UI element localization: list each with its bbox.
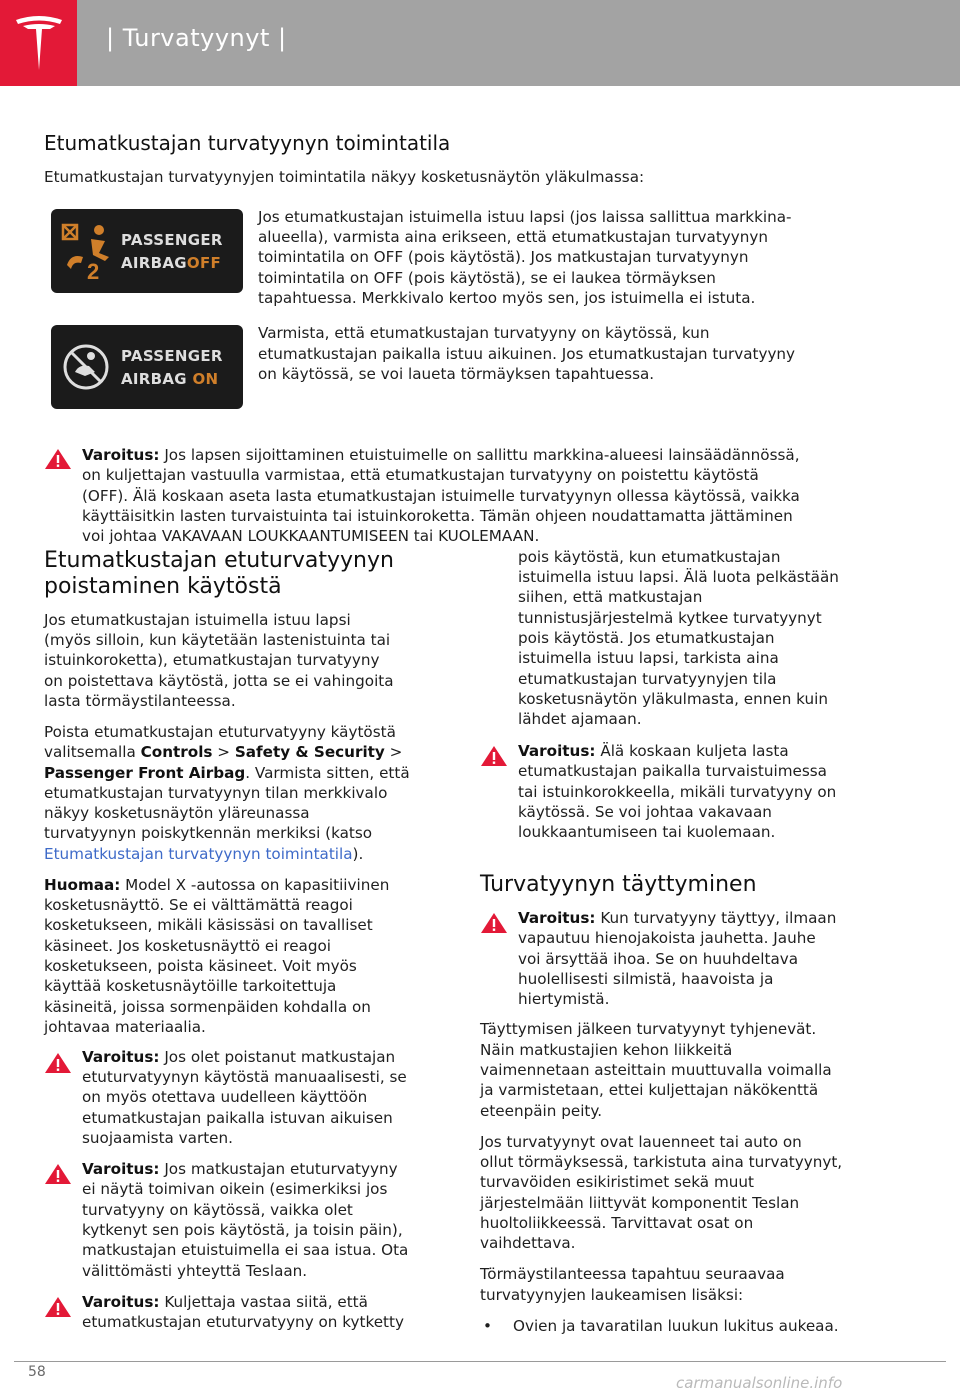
left-p2-text: valitsemalla: [44, 743, 141, 761]
section1-heading: Etumatkustajan turvatyynyn toimintatila: [44, 131, 451, 155]
left-p2-line: näkyy kosketusnäytön yläreunassa: [44, 804, 310, 822]
on-text-line: Varmista, että etumatkustajan turvatyyny on käytössä, kun: [258, 324, 710, 342]
left-p2-line: Poista etumatkustajan etuturvatyyny käytöstä: [44, 723, 396, 741]
right-p2-line: järjestelmään liittyvät komponentit Teslan: [480, 1194, 800, 1212]
menu-separator: >: [384, 743, 403, 761]
warning-text: suojaamista varten.: [82, 1129, 233, 1147]
warning-text: välittömästi yhteyttä Teslaan.: [82, 1262, 308, 1280]
left-p2-line: etumatkustajan turvatyynyn tilan merkkivalo: [44, 784, 388, 802]
off-text-line: tapahtuessa. Merkkivalo kertoo myös sen, jos istuimella ei istuta.: [258, 289, 756, 307]
right-cont-line: siihen, että matkustajan: [518, 588, 703, 606]
left-p2-text: ).: [352, 845, 364, 863]
right-p2-line: turvavöiden esikiristimet sekä muut: [480, 1173, 754, 1191]
right-cont-line: kosketusnäytön yläkulmasta, ennen kuin: [518, 690, 828, 708]
right-p2-line: Jos turvatyynyt ovat lauenneet tai auto on: [480, 1133, 802, 1151]
warning-icon: [480, 745, 508, 767]
right-p2-line: ollut törmäyksessä, tarkistuta aina turvatyynyt,: [480, 1153, 843, 1171]
warning-label: Varoitus:: [82, 1160, 160, 1178]
off-text-line: Jos etumatkustajan istuimella istuu lapsi (jos laissa sallittua markkina-: [258, 208, 792, 226]
left-p1-line: Jos etumatkustajan istuimella istuu lapsi: [44, 611, 351, 629]
warning-text: loukkaantumiseen tai kuolemaan.: [518, 823, 776, 841]
warning-text: Älä koskaan kuljeta lasta: [595, 742, 789, 760]
right-p1-line: ja varmistetaan, ettei kuljettajan näkökenttä: [480, 1081, 819, 1099]
badge-off-line1: PASSENGER: [121, 231, 223, 249]
warning-text: etumatkustajan etuturvatyyny on kytketty: [82, 1313, 404, 1331]
right-cont-line: istuimella istuu lapsi. Älä luota pelkästään: [518, 568, 839, 586]
warning-text: huolellisesti silmistä, haavoista ja: [518, 970, 774, 988]
left-p1-line: (myös silloin, kun käytetään lastenistuinta tai: [44, 631, 391, 649]
warning-label: Varoitus:: [82, 446, 160, 464]
on-text-line: on käytössä, se voi laueta törmäyksen tapahtuessa.: [258, 365, 655, 383]
tesla-logo: [0, 0, 77, 86]
warning-text: etumatkustajan paikalla turvaistuimessa: [518, 762, 827, 780]
note-text: käsineet. Jos kosketusnäyttö ei reagoi: [44, 937, 332, 955]
right-cont-line: istuimella istuu lapsi, tarkista aina: [518, 649, 779, 667]
warning-label: Varoitus:: [518, 909, 596, 927]
warning-label: Varoitus:: [82, 1048, 160, 1066]
warning-text: Jos matkustajan etuturvatyyny: [159, 1160, 398, 1178]
warning-text: etuturvatyynyn käytöstä manuaalisesti, se: [82, 1068, 407, 1086]
tesla-logo-icon: [14, 14, 64, 72]
right-p1-line: Täyttymisen jälkeen turvatyynyt tyhjenevät.: [480, 1020, 817, 1038]
note-text: kosketusnäyttö. Se ei välttämättä reagoi: [44, 896, 353, 914]
warning-text: matkustajan etuistuimella ei saa istua. Ota: [82, 1241, 409, 1259]
warning-label: Varoitus:: [518, 742, 596, 760]
warning-text: Kuljettaja vastaa siitä, että: [159, 1293, 368, 1311]
right-p1-line: Näin matkustajien kehon liikkeitä: [480, 1041, 733, 1059]
warning-text: Jos lapsen sijoittaminen etuistuimelle on sallittu markkina-alueesi lainsäädännössä,: [159, 446, 800, 464]
warning-label: Varoitus:: [82, 1293, 160, 1311]
left-p1-line: on poistettava käytöstä, jotta se ei vahingoita: [44, 672, 394, 690]
left-p2-line: turvatyynyn poiskytkennän merkiksi (katso: [44, 824, 373, 842]
badge-on-status: ON: [192, 370, 219, 388]
note-text: kosketukseen, poista käsineet. Voit myös: [44, 957, 357, 975]
badge-on-line1: PASSENGER: [121, 347, 223, 365]
note-text: kosketukseen, mikäli käsissäsi on tavalliset: [44, 916, 373, 934]
warning-text: Kun turvatyyny täyttyy, ilmaan: [595, 909, 837, 927]
page-number: 58: [28, 1364, 46, 1380]
note-label: Huomaa:: [44, 876, 121, 894]
warning-text: kytkenyt sen pois käytöstä, ja toisin päin),: [82, 1221, 403, 1239]
warning-icon: [44, 1163, 72, 1185]
off-text-line: toimintatila on OFF (pois käytöstä), se ei laukea törmäyksen: [258, 269, 716, 287]
note-text: käyttää kosketusnäytöille tarkoitettuja: [44, 977, 337, 995]
badge-on-line2a: AIRBAG: [121, 370, 187, 388]
right-p3-line: Törmäystilanteessa tapahtuu seuraavaa: [480, 1265, 785, 1283]
warning-text: turvatyyny on käytössä, vaikka olet: [82, 1201, 353, 1219]
right-cont-line: lähdet ajamaan.: [518, 710, 642, 728]
warning-icon: [44, 1296, 72, 1318]
warning-text: on kuljettajan vastuulla varmistaa, että etumatkustajan turvatyyny on poistettu käytöstä: [82, 466, 759, 484]
right-cont-line: pois käytöstä, kun etumatkustajan: [518, 548, 781, 566]
right-p2-line: vaihdettava.: [480, 1234, 576, 1252]
child-seat-airbag-off-icon: [59, 221, 115, 281]
right-cont-line: etumatkustajan turvatyynyjen tila: [518, 670, 777, 688]
right-p3-line: turvatyynyjen laukeamisen lisäksi:: [480, 1286, 744, 1304]
section1-intro: Etumatkustajan turvatyynyjen toimintatila näkyy kosketusnäytön yläkulmassa:: [44, 168, 645, 186]
menu-safety-security: Safety & Security: [234, 743, 385, 761]
airbag-status-link[interactable]: Etumatkustajan turvatyynyn toimintatila: [44, 845, 353, 863]
section-title: | Turvatyynyt |: [106, 24, 287, 52]
footer-divider: [14, 1361, 946, 1362]
right-cont-line: tunnistusjärjestelmä kytkee turvatyynyt: [518, 609, 822, 627]
warning-text: käyttäisitkin lasten turvaistuinta tai istuinkoroketta. Tämän ohjeen noudattamatta jättäminen: [82, 507, 793, 525]
left-p2-text: . Varmista sitten, että: [245, 764, 410, 782]
note-text: Model X -autossa on kapasitiivinen: [120, 876, 390, 894]
watermark: carmanualsonline.info: [676, 1374, 843, 1392]
menu-controls: Controls: [140, 743, 213, 761]
warning-icon: [480, 912, 508, 934]
right-p1-line: eteenpäin peity.: [480, 1102, 603, 1120]
left-heading-line1: Etumatkustajan etuturvatyynyn: [44, 548, 394, 573]
warning-text: on myös otettava uudelleen käyttöön: [82, 1088, 368, 1106]
left-heading-line2: poistaminen käytöstä: [44, 574, 282, 599]
off-text-line: toimintatila on OFF (pois käytöstä). Jos matkustajan turvatyynyn: [258, 248, 749, 266]
warning-text: voi johtaa VAKAVAAN LOUKKAANTUMISEEN tai KUOLEMAAN.: [82, 527, 540, 545]
warning-text: käytössä. Se voi johtaa vakavaan: [518, 803, 772, 821]
inflation-heading: Turvatyynyn täyttyminen: [480, 872, 757, 897]
menu-passenger-front-airbag: Passenger Front Airbag: [44, 764, 246, 782]
passenger-airbag-off-badge: [51, 209, 243, 293]
badge-off-status: OFF: [186, 254, 222, 272]
warning-text: (OFF). Älä koskaan aseta lasta etumatkustajan istuimelle turvatyynyn ollessa käytössä, vaikka: [82, 487, 800, 505]
child-seat-prohibited-icon: [61, 342, 111, 392]
note-text: johtavaa materiaalia.: [44, 1018, 206, 1036]
warning-text: Jos olet poistanut matkustajan: [159, 1048, 396, 1066]
warning-icon: [44, 1052, 72, 1074]
warning-text: etumatkustajan paikalla istuvan aikuisen: [82, 1109, 393, 1127]
note-text: käsineitä, joissa sormenpäiden kohdalla on: [44, 998, 371, 1016]
right-cont-line: pois käytöstä. Jos etumatkustajan: [518, 629, 775, 647]
right-p2-line: huoltoliikkeessä. Tarvittavat osat on: [480, 1214, 754, 1232]
left-p1-line: istuinkoroketta), etumatkustajan turvatyyny: [44, 651, 380, 669]
warning-text: ei näytä toimivan oikein (esimerkiksi jos: [82, 1180, 388, 1198]
left-p1-line: lasta törmäystilanteessa.: [44, 692, 236, 710]
page-header: [0, 0, 960, 86]
warning-text: hiertymistä.: [518, 990, 610, 1008]
bullet-item: Ovien ja tavaratilan luukun lukitus aukeaa.: [513, 1317, 839, 1335]
warning-text: vapautuu hienojakoista jauhetta. Jauhe: [518, 929, 816, 947]
bullet-marker: •: [483, 1317, 492, 1335]
warning-text: voi ärsyttää ihoa. Se on huuhdeltava: [518, 950, 799, 968]
svg-text:2: 2: [87, 259, 100, 281]
warning-icon: [44, 448, 72, 470]
right-p1-line: vaimennetaan asteittain muuttuvalla voimalla: [480, 1061, 832, 1079]
off-text-line: alueella), varmista aina erikseen, että etumatkustajan turvatyynyn: [258, 228, 768, 246]
warning-text: tai istuinkorokkeella, mikäli turvatyyny on: [518, 783, 837, 801]
on-text-line: etumatkustajan paikalla istuu aikuinen. Jos etumatkustajan turvatyyny: [258, 345, 796, 363]
badge-off-line2a: AIRBAG: [121, 254, 187, 272]
menu-separator: >: [212, 743, 235, 761]
passenger-airbag-on-badge: [51, 325, 243, 409]
